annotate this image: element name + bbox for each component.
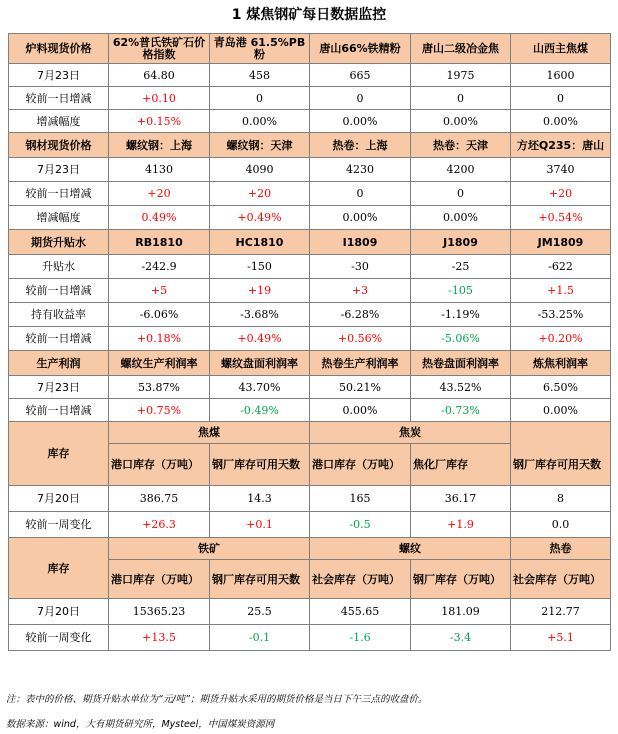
data-cell: 1975 bbox=[411, 64, 511, 87]
column-header: 钢厂库存可用天数 bbox=[210, 444, 310, 486]
group-header: 铁矿 bbox=[109, 538, 310, 560]
data-cell: 181.09 bbox=[411, 599, 511, 625]
data-cell: -5.06% bbox=[411, 327, 511, 351]
data-cell: 458 bbox=[210, 64, 310, 87]
data-cell: +20 bbox=[109, 182, 210, 206]
group-header: 热卷 bbox=[511, 538, 611, 560]
column-header: 唐山66%铁精粉 bbox=[310, 34, 411, 64]
column-header: 62%普氏铁矿石价格指数 bbox=[109, 34, 210, 64]
group-header bbox=[511, 422, 611, 444]
row-label: 较前一日增减 bbox=[9, 399, 109, 422]
data-cell: 14.3 bbox=[210, 486, 310, 512]
monitor-table bbox=[8, 33, 611, 651]
group-header: 螺纹 bbox=[310, 538, 511, 560]
data-cell: 15365.23 bbox=[109, 599, 210, 625]
column-header: 焦化厂库存 bbox=[411, 444, 511, 486]
column-header: 螺纹盘面利润率 bbox=[210, 351, 310, 376]
data-cell: -242.9 bbox=[109, 255, 210, 279]
section-title: 炉料现货价格 bbox=[9, 34, 109, 64]
section-header-row bbox=[9, 34, 611, 64]
column-header: 螺纹钢：上海 bbox=[109, 133, 210, 158]
column-header: HC1810 bbox=[210, 230, 310, 255]
data-cell: 0.0 bbox=[511, 512, 611, 538]
data-cell: -105 bbox=[411, 279, 511, 303]
table-row bbox=[9, 625, 611, 651]
data-cell: 0 bbox=[411, 87, 511, 110]
row-label: 7月23日 bbox=[9, 376, 109, 399]
data-cell: 0.00% bbox=[411, 110, 511, 133]
data-cell: +1.5 bbox=[511, 279, 611, 303]
section-title: 库存 bbox=[9, 538, 109, 599]
column-header: 钢厂库存（万吨） bbox=[411, 560, 511, 599]
data-cell: +1.9 bbox=[411, 512, 511, 538]
data-cell: +0.20% bbox=[511, 327, 611, 351]
table-row bbox=[9, 303, 611, 327]
column-header: 唐山二级冶金焦 bbox=[411, 34, 511, 64]
data-cell: 53.87% bbox=[109, 376, 210, 399]
data-cell: +20 bbox=[511, 182, 611, 206]
data-cell: 43.70% bbox=[210, 376, 310, 399]
column-header: 社会库存（万吨） bbox=[511, 560, 611, 599]
data-cell: -0.1 bbox=[210, 625, 310, 651]
data-cell: 665 bbox=[310, 64, 411, 87]
data-cell: 0.00% bbox=[310, 206, 411, 230]
data-cell: 0 bbox=[411, 182, 511, 206]
data-cell: -1.6 bbox=[310, 625, 411, 651]
data-cell: 455.65 bbox=[310, 599, 411, 625]
data-source: 数据来源：wind，大有期货研究所，Mysteel，中国煤炭资源网 bbox=[6, 719, 275, 730]
data-cell: 43.52% bbox=[411, 376, 511, 399]
data-cell: +0.75% bbox=[109, 399, 210, 422]
data-cell: 0.00% bbox=[511, 110, 611, 133]
row-label: 7月23日 bbox=[9, 64, 109, 87]
group-header: 焦煤 bbox=[109, 422, 310, 444]
data-cell: 4230 bbox=[310, 158, 411, 182]
table-row bbox=[9, 327, 611, 351]
column-header: 港口库存（万吨） bbox=[310, 444, 411, 486]
data-cell: 3740 bbox=[511, 158, 611, 182]
data-cell: 0.00% bbox=[210, 110, 310, 133]
column-header: 螺纹生产利润率 bbox=[109, 351, 210, 376]
section-header-row bbox=[9, 133, 611, 158]
column-header: 炼焦利润率 bbox=[511, 351, 611, 376]
row-label: 持有收益率 bbox=[9, 303, 109, 327]
column-header: 社会库存（万吨） bbox=[310, 560, 411, 599]
data-cell: 4200 bbox=[411, 158, 511, 182]
footnote: 注：表中的价格、期货升贴水单位为“元/吨”；期货升贴水采用的期货价格是当日下午三点的收盘价。 bbox=[6, 694, 428, 705]
data-cell: +13.5 bbox=[109, 625, 210, 651]
table-row bbox=[9, 279, 611, 303]
column-header: 钢厂库存可用天数 bbox=[210, 560, 310, 599]
table-row bbox=[9, 599, 611, 625]
table-row bbox=[9, 255, 611, 279]
data-cell: +0.54% bbox=[511, 206, 611, 230]
inventory-group-row bbox=[9, 538, 611, 560]
data-cell: +0.18% bbox=[109, 327, 210, 351]
column-header: 山西主焦煤 bbox=[511, 34, 611, 64]
data-cell: -3.68% bbox=[210, 303, 310, 327]
data-cell: -1.19% bbox=[411, 303, 511, 327]
data-cell: -6.28% bbox=[310, 303, 411, 327]
column-header: I1809 bbox=[310, 230, 411, 255]
column-header: JM1809 bbox=[511, 230, 611, 255]
table-row bbox=[9, 87, 611, 110]
data-cell: 0.00% bbox=[310, 110, 411, 133]
data-cell: +20 bbox=[210, 182, 310, 206]
data-cell: +19 bbox=[210, 279, 310, 303]
table-row bbox=[9, 486, 611, 512]
section-title: 生产利润 bbox=[9, 351, 109, 376]
data-cell: 25.5 bbox=[210, 599, 310, 625]
data-cell: 1600 bbox=[511, 64, 611, 87]
row-label: 较前一日增减 bbox=[9, 182, 109, 206]
data-cell: 165 bbox=[310, 486, 411, 512]
column-header: J1809 bbox=[411, 230, 511, 255]
column-header: 青岛港 61.5%PB粉 bbox=[210, 34, 310, 64]
inventory-group-row bbox=[9, 422, 611, 444]
data-cell: -0.49% bbox=[210, 399, 310, 422]
column-header: 方坯Q235：唐山 bbox=[511, 133, 611, 158]
data-cell: +5.1 bbox=[511, 625, 611, 651]
row-label: 较前一周变化 bbox=[9, 512, 109, 538]
column-header: 港口库存（万吨） bbox=[109, 560, 210, 599]
column-header: 热卷：天津 bbox=[411, 133, 511, 158]
section-title: 钢材现货价格 bbox=[9, 133, 109, 158]
data-cell: +0.1 bbox=[210, 512, 310, 538]
data-cell: 0 bbox=[210, 87, 310, 110]
data-cell: 4090 bbox=[210, 158, 310, 182]
table-row bbox=[9, 110, 611, 133]
column-header: 热卷盘面利润率 bbox=[411, 351, 511, 376]
data-cell: -0.73% bbox=[411, 399, 511, 422]
data-cell: 0 bbox=[511, 87, 611, 110]
column-header: 热卷：上海 bbox=[310, 133, 411, 158]
data-cell: 6.50% bbox=[511, 376, 611, 399]
data-cell: -622 bbox=[511, 255, 611, 279]
data-cell: -150 bbox=[210, 255, 310, 279]
table-row bbox=[9, 182, 611, 206]
data-cell: 0.00% bbox=[411, 206, 511, 230]
table-row bbox=[9, 376, 611, 399]
row-label: 7月20日 bbox=[9, 486, 109, 512]
table-row bbox=[9, 512, 611, 538]
row-label: 7月23日 bbox=[9, 158, 109, 182]
row-label: 增减幅度 bbox=[9, 110, 109, 133]
row-label: 较前一日增减 bbox=[9, 279, 109, 303]
column-header: 港口库存（万吨） bbox=[109, 444, 210, 486]
column-header: 钢厂库存可用天数 bbox=[511, 444, 611, 486]
data-cell: 8 bbox=[511, 486, 611, 512]
group-header: 焦炭 bbox=[310, 422, 511, 444]
data-cell: -6.06% bbox=[109, 303, 210, 327]
row-label: 增减幅度 bbox=[9, 206, 109, 230]
data-cell: -53.25% bbox=[511, 303, 611, 327]
row-label: 较前一日增减 bbox=[9, 87, 109, 110]
data-cell: 4130 bbox=[109, 158, 210, 182]
section-header-row bbox=[9, 230, 611, 255]
data-cell: -30 bbox=[310, 255, 411, 279]
row-label: 7月20日 bbox=[9, 599, 109, 625]
column-header: 热卷生产利润率 bbox=[310, 351, 411, 376]
data-cell: 36.17 bbox=[411, 486, 511, 512]
data-cell: +0.10 bbox=[109, 87, 210, 110]
data-cell: 0 bbox=[310, 87, 411, 110]
data-cell: +0.49% bbox=[210, 206, 310, 230]
data-cell: +26.3 bbox=[109, 512, 210, 538]
section-title: 期货升贴水 bbox=[9, 230, 109, 255]
data-cell: 0 bbox=[310, 182, 411, 206]
data-cell: 0.00% bbox=[511, 399, 611, 422]
data-cell: +3 bbox=[310, 279, 411, 303]
row-label: 升贴水 bbox=[9, 255, 109, 279]
table-row bbox=[9, 206, 611, 230]
table-row bbox=[9, 158, 611, 182]
data-cell: 0.49% bbox=[109, 206, 210, 230]
data-cell: -0.5 bbox=[310, 512, 411, 538]
data-cell: 0.00% bbox=[310, 399, 411, 422]
row-label: 较前一日增减 bbox=[9, 327, 109, 351]
data-cell: +0.15% bbox=[109, 110, 210, 133]
data-cell: 386.75 bbox=[109, 486, 210, 512]
data-cell: -25 bbox=[411, 255, 511, 279]
table-row bbox=[9, 399, 611, 422]
data-cell: +0.49% bbox=[210, 327, 310, 351]
column-header: 螺纹钢：天津 bbox=[210, 133, 310, 158]
section-title: 库存 bbox=[9, 422, 109, 486]
data-cell: -3.4 bbox=[411, 625, 511, 651]
section-header-row bbox=[9, 351, 611, 376]
data-cell: +5 bbox=[109, 279, 210, 303]
row-label: 较前一周变化 bbox=[9, 625, 109, 651]
data-cell: 212.77 bbox=[511, 599, 611, 625]
column-header: RB1810 bbox=[109, 230, 210, 255]
data-cell: 64.80 bbox=[109, 64, 210, 87]
report-title: 1 煤焦钢矿每日数据监控 bbox=[231, 7, 387, 23]
data-cell: +0.56% bbox=[310, 327, 411, 351]
table-row bbox=[9, 64, 611, 87]
data-cell: 50.21% bbox=[310, 376, 411, 399]
